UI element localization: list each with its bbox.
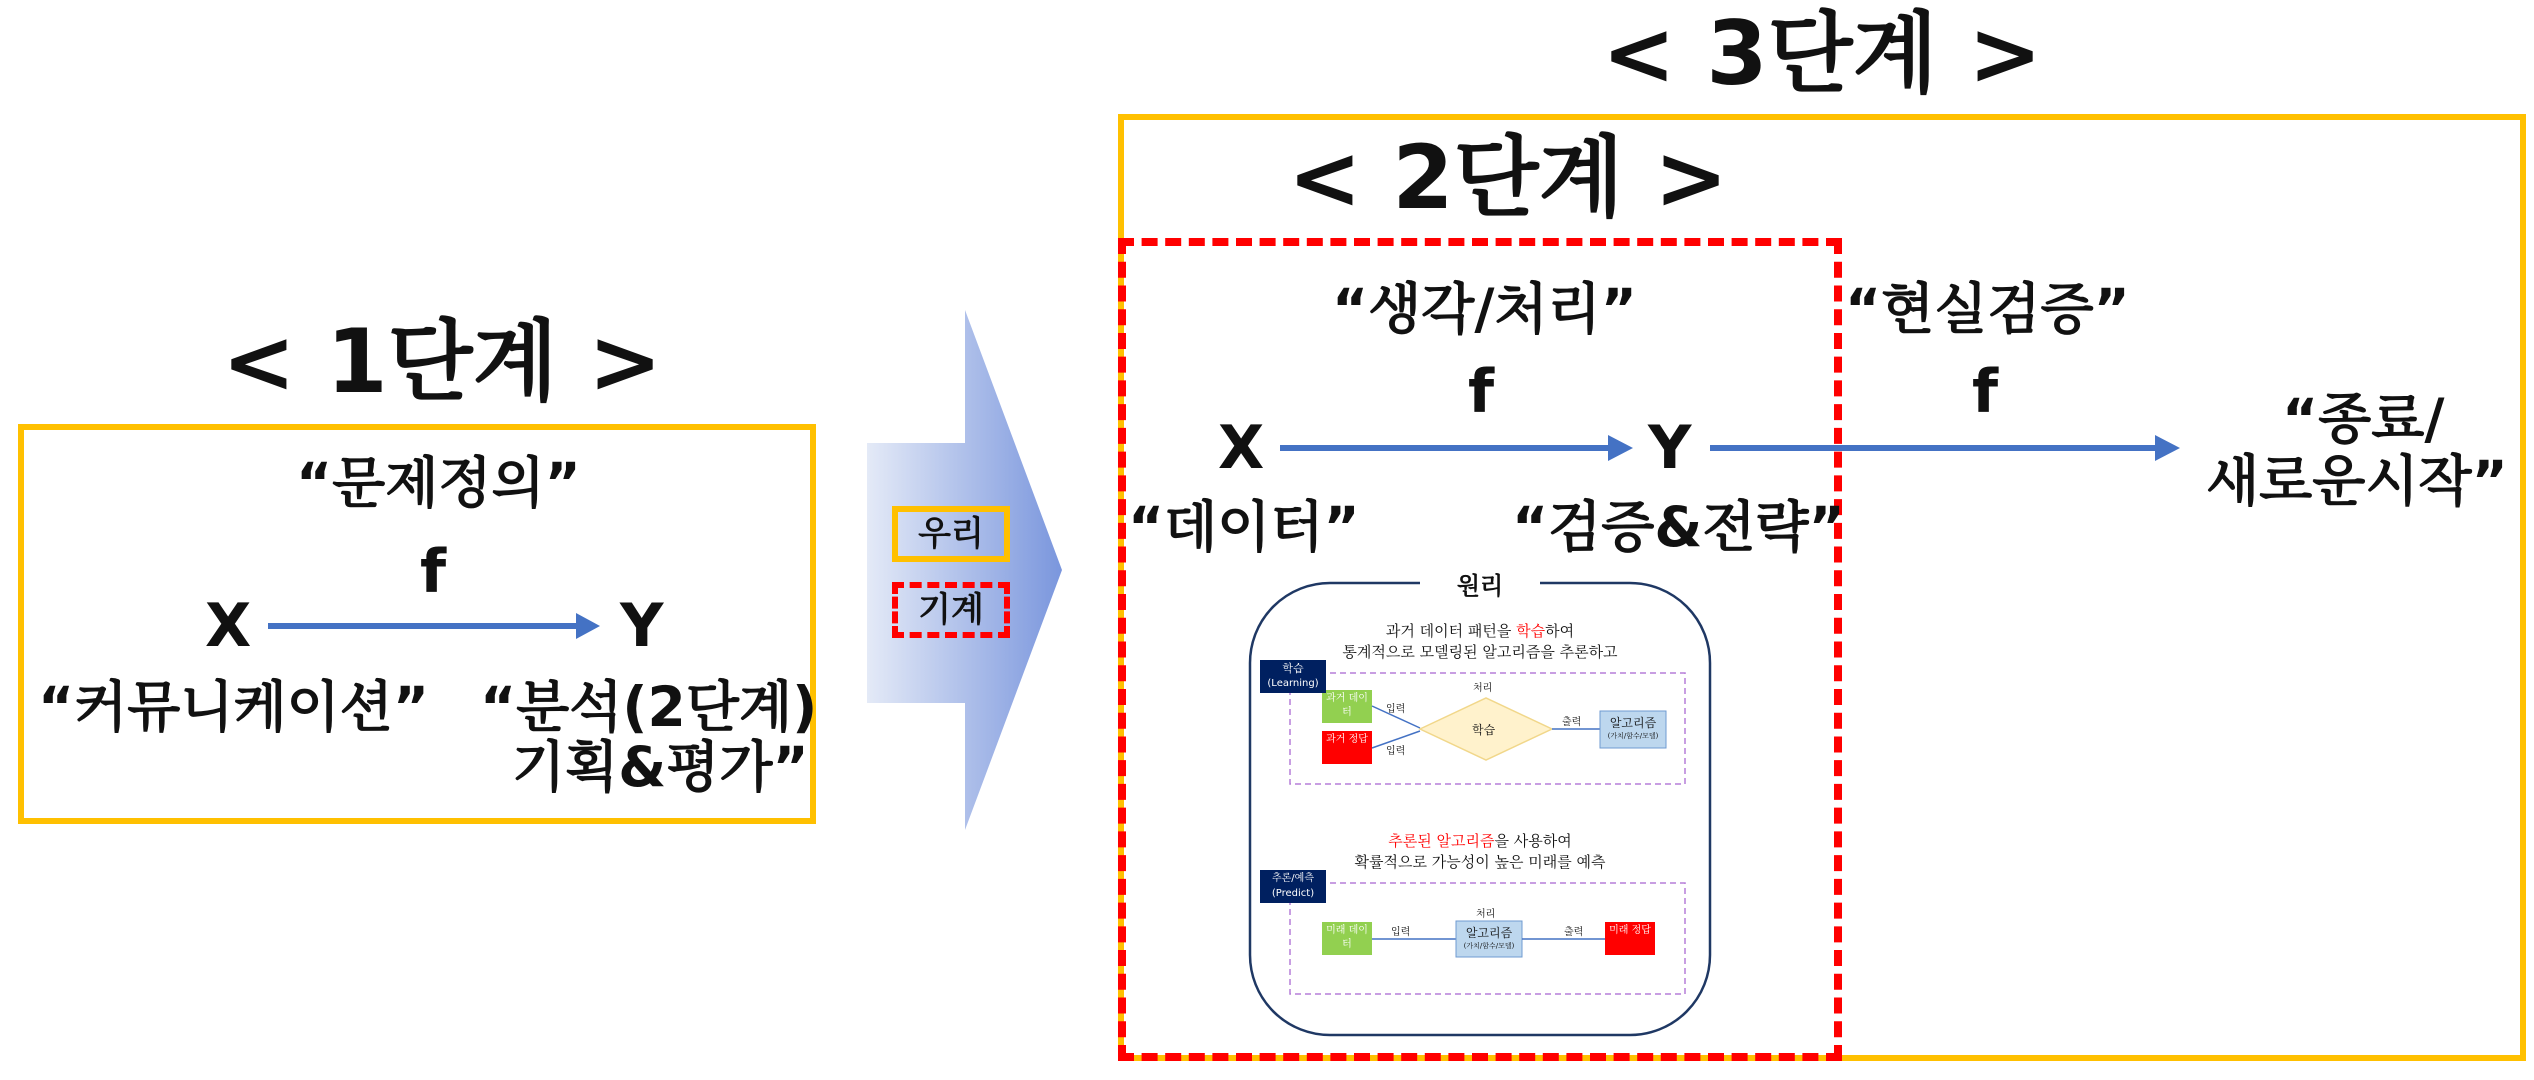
algo-label-2: 알고리즘 [1465, 926, 1513, 940]
predict-tag-1: 추론/예측 [1271, 873, 1314, 884]
stage2-y-label: “검증&전략” [1512, 495, 1845, 559]
algo-sub-label-2: (가치/함수/모델) [1463, 942, 1515, 950]
principle-title: 원리 [1456, 572, 1504, 600]
learn-line-2: 통계적으로 모델링된 알고리즘을 추론하고 [1342, 643, 1618, 661]
past-answer-label: 과거 정답 [1326, 734, 1368, 745]
pred-line-1-highlight: 추론된 알고리즘 [1388, 832, 1495, 850]
input-label-2: 입력 [1386, 746, 1406, 757]
stage3-title: < 3단계 > [1602, 2, 2042, 105]
stage3-f: f [1972, 357, 1999, 427]
algo-label: 알고리즘 [1609, 716, 1657, 730]
process-label: 처리 [1473, 683, 1493, 694]
legend-us: 우리 [892, 506, 1010, 562]
process-label-2: 처리 [1476, 909, 1496, 920]
stage2-x-label: “데이터” [1128, 495, 1360, 559]
input-label-3: 입력 [1391, 927, 1411, 938]
learn-tag-1: 학습 [1282, 662, 1304, 675]
past-data-label: 과거 데이터 [1326, 693, 1368, 718]
learn-line-1-highlight: 학습 [1516, 622, 1546, 640]
input-label: 입력 [1386, 704, 1406, 715]
output-label: 출력 [1562, 717, 1582, 728]
legend-machine: 기계 [892, 582, 1010, 638]
learn-line-1-post: 하여 [1545, 622, 1575, 640]
learn-line-1 [1270, 620, 1690, 641]
learn-diamond-label: 학습 [1472, 723, 1496, 737]
stage3-result-1: “종료/ [2282, 387, 2445, 451]
pred-line-1-post: 을 사용하여 [1494, 832, 1572, 850]
stage1-y: Y [620, 591, 664, 661]
stage1-title: < 1단계 > [222, 310, 662, 413]
stage3-top-label: “현실검증” [1845, 277, 2130, 341]
stage3-result-2: 새로운시작” [2206, 449, 2508, 513]
stage1-x: X [205, 591, 252, 661]
predict-tag [1260, 871, 1326, 901]
transition-arrow [867, 310, 1062, 830]
stage2-x: X [1218, 413, 1265, 483]
learn-line-1-pre: 과거 데이터 패턴을 [1385, 622, 1517, 640]
output-label-2: 출력 [1564, 927, 1584, 938]
learn-tag-2: (Learning) [1267, 678, 1319, 689]
future-data-label: 미래 데이터 [1326, 925, 1368, 950]
algo-sub-label: (가치/함수/모델) [1607, 732, 1659, 740]
stage2-f: f [1468, 357, 1495, 427]
stage1-f: f [420, 537, 447, 607]
stage2-y: Y [1648, 413, 1692, 483]
pred-line-2: 확률적으로 가능성이 높은 미래를 예측 [1354, 853, 1606, 871]
stage1-right-label-2: 기획&평가” [512, 735, 809, 799]
stage2-top-label: “생각/처리” [1332, 277, 1637, 341]
stage1-top-label: “문제정의” [296, 451, 581, 515]
predict-tag-2: (Predict) [1271, 888, 1315, 899]
stage1-left-label: “커뮤니케이션” [38, 675, 430, 739]
pred-line-1 [1270, 830, 1690, 851]
learn-tag [1260, 661, 1326, 691]
future-answer-label: 미래 정답 [1609, 925, 1651, 936]
stage1-right-label-1: “분석(2단계) [480, 675, 818, 739]
stage2-title: < 2단계 > [1288, 126, 1728, 229]
